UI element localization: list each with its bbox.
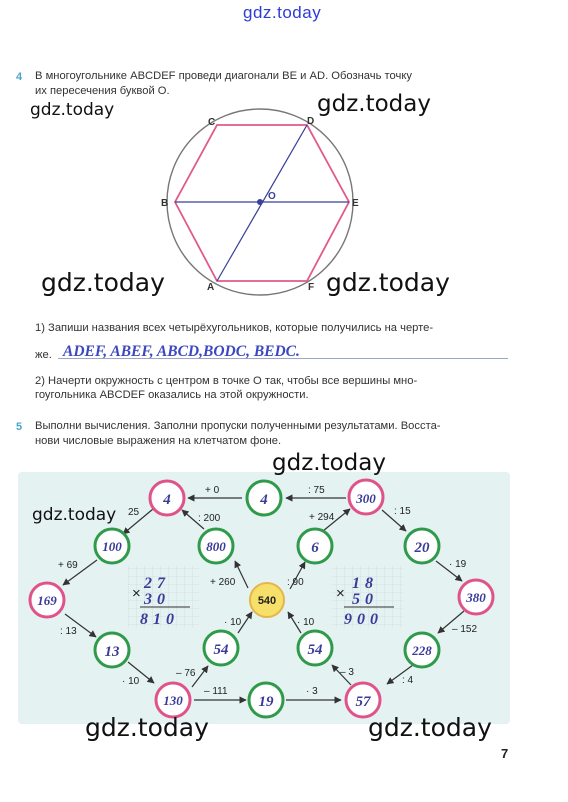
node-value: 19 — [258, 694, 274, 710]
task5-text-line2: нови числовые выражения на клетчатом фоне. — [35, 435, 282, 447]
vertex-e-label: E — [352, 198, 359, 209]
op-label: – 111 — [204, 686, 228, 697]
node-value: 130 — [163, 693, 183, 708]
op-label: · 10 — [297, 617, 315, 628]
calc-left-sign: × — [132, 585, 141, 602]
task4-number: 4 — [16, 71, 23, 83]
op-label: – 3 — [340, 667, 354, 678]
node-value: 4 — [260, 492, 268, 508]
task5-number: 5 — [16, 421, 23, 433]
op-label: + 69 — [58, 560, 78, 571]
op-label: : 15 — [394, 506, 411, 517]
calc-right-sign: × — [336, 585, 345, 602]
op-label: : 4 — [402, 675, 414, 686]
calc-left-a: 27 — [144, 575, 170, 592]
watermark: gdz.today — [326, 268, 450, 297]
watermark: gdz.today — [317, 91, 431, 117]
vertex-b-label: B — [161, 198, 169, 209]
node-value: 4 — [163, 492, 171, 508]
node-value: 100 — [102, 539, 122, 554]
op-label: – 152 — [452, 624, 478, 635]
watermark: gdz.today — [85, 713, 209, 742]
calc-right-result: 900 — [344, 611, 383, 628]
vertex-d-label: D — [307, 116, 315, 127]
watermark: gdz.today — [368, 713, 492, 742]
op-label: + 0 — [205, 485, 220, 496]
vertex-a-label: A — [207, 282, 215, 293]
node-value: 228 — [412, 643, 432, 658]
op-label: : 200 — [198, 513, 221, 524]
point-o — [257, 199, 263, 205]
node-value: 300 — [356, 491, 376, 506]
calc-left-result: 810 — [140, 611, 179, 628]
node-value: 57 — [355, 694, 371, 710]
node-value: 13 — [104, 644, 120, 660]
task4-q1-line1: 1) Запиши названия всех четырёхугольников, которые получились на черте- — [35, 322, 434, 334]
task4-text-line1: В многоугольнике ABCDEF проведи диагонали BE и AD. Обозначь точку — [35, 70, 412, 82]
op-label: 25 — [128, 507, 140, 518]
node-value: 6 — [311, 540, 319, 556]
vertex-f-label: F — [308, 282, 315, 293]
watermark: gdz.today — [272, 450, 386, 476]
node-value: 380 — [466, 590, 486, 605]
task5-text-line1: Выполни вычисления. Заполни пропуски полученными результатами. Восста- — [35, 420, 441, 432]
node-value: 20 — [414, 540, 430, 556]
node-value: 54 — [213, 642, 229, 658]
calc-right-a: 18 — [352, 575, 378, 592]
op-label: · 10 — [224, 617, 242, 628]
op-label: : 75 — [308, 485, 325, 496]
op-label: : 90 — [287, 577, 304, 588]
watermark: gdz.today — [30, 100, 115, 120]
calc-left-b: 30 — [144, 591, 170, 608]
task4-text-line2: их пересечения буквой О. — [35, 85, 170, 97]
task4-q1-answer: ADEF, ABEF, ABCD,BODC, BEDC. — [63, 343, 300, 360]
watermark: gdz.today — [32, 505, 117, 525]
node-value: 800 — [206, 539, 226, 554]
task4-q2-line1: 2) Начерти окружность с центром в точке О так, чтобы все вершины мно- — [35, 375, 418, 387]
node-value: 54 — [307, 642, 323, 658]
op-label: + 260 — [210, 577, 236, 588]
op-label: · 19 — [449, 559, 467, 570]
op-label: · 10 — [122, 676, 140, 687]
point-o-label: O — [268, 191, 276, 202]
op-label: · 3 — [306, 686, 318, 697]
calc-right-b: 50 — [352, 591, 378, 608]
node-value: 169 — [37, 593, 57, 608]
vertex-c-label: C — [208, 117, 216, 128]
op-label: – 76 — [176, 668, 196, 679]
page-number: 7 — [501, 746, 509, 761]
task4-q1-prefix: же. — [35, 349, 52, 361]
watermark: gdz.today — [41, 268, 165, 297]
node-value-540: 540 — [257, 595, 277, 607]
task4-q2-line2: гоугольника ABCDEF оказались на этой окружности. — [35, 389, 309, 401]
op-label: : 13 — [60, 626, 77, 637]
watermark-top: gdz.today — [243, 3, 322, 22]
op-label: + 294 — [309, 512, 335, 523]
